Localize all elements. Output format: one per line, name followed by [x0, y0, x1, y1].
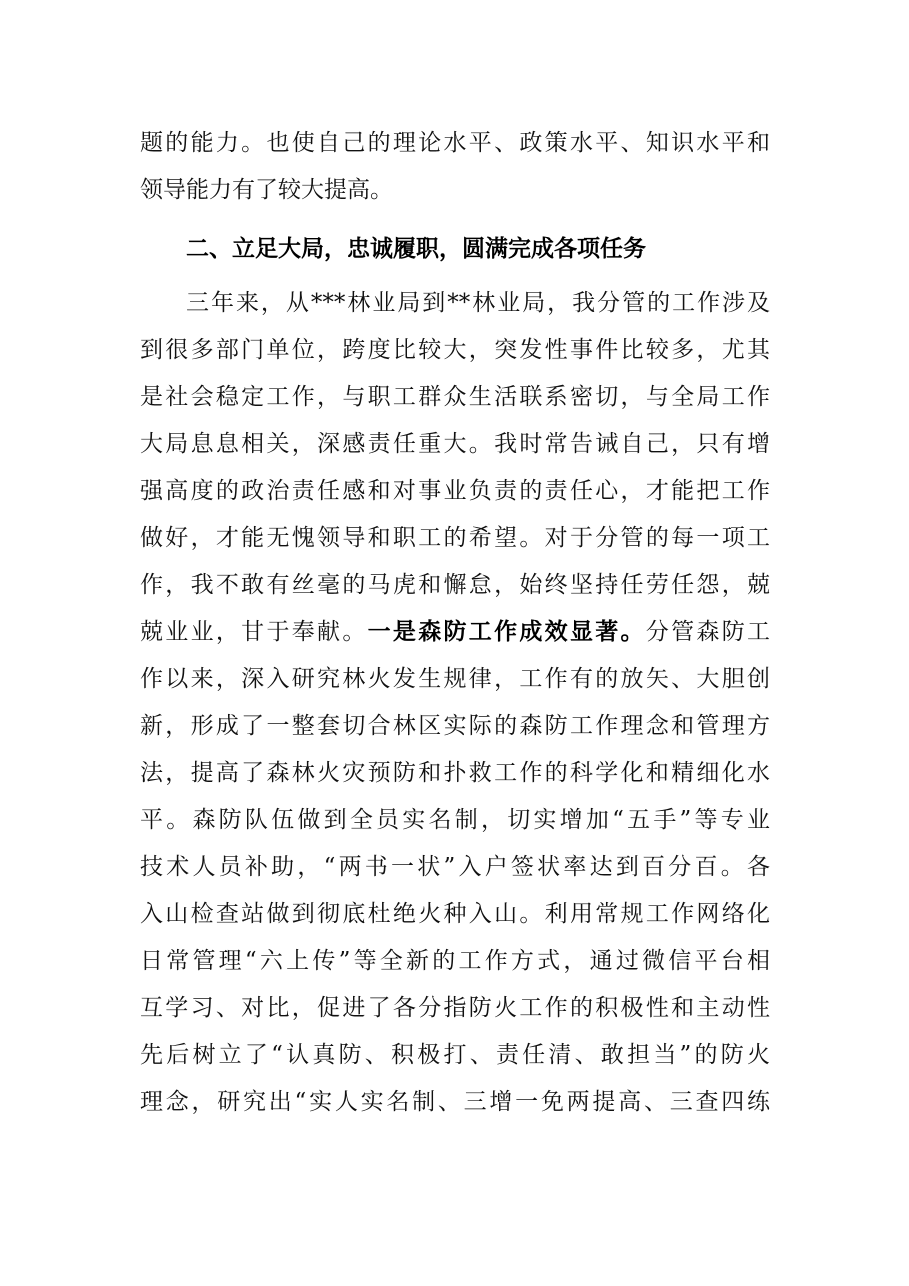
- paragraph-2-line-6: [0, 523, 909, 553]
- text-line: 日常管理“六上传”等全新的工作方式，通过微信平台相: [140, 948, 770, 974]
- text-line-mixed: [140, 617, 770, 647]
- text-line: 入山检查站做到彻底杜绝火种入山。利用常规工作网络化: [140, 901, 770, 927]
- paragraph-2-line-2: [0, 335, 909, 365]
- text-line: 理念，研究出“实人实名制、三增一免两提高、三查四练: [140, 1089, 770, 1115]
- paragraph-2-line-3: [0, 382, 909, 412]
- paragraph-2-line-16: [0, 993, 909, 1023]
- text-line: 新，形成了一整套切合林区实际的森防工作理念和管理方: [140, 713, 770, 739]
- text-line: 三年来，从***林业局到**林业局，我分管的工作涉及: [186, 290, 770, 316]
- text-line: 作，我不敢有丝毫的马虎和懈怠，始终坚持任劳任怨，兢: [140, 572, 770, 598]
- paragraph-2-line-4: [0, 429, 909, 459]
- paragraph-2-line-8: [0, 617, 909, 647]
- paragraph-2-line-18: [0, 1087, 909, 1117]
- paragraph-2-line-5: [0, 476, 909, 506]
- paragraph-2-line-10: [0, 711, 909, 741]
- paragraph-1-line-1: [0, 128, 909, 158]
- text-line: 先后树立了“认真防、积极打、责任清、敢担当”的防火: [140, 1042, 770, 1068]
- text-line: 互学习、对比，促进了各分指防火工作的积极性和主动性: [140, 995, 770, 1021]
- text-line: 技术人员补助，“两书一状”入户签状率达到百分百。各: [140, 854, 770, 880]
- paragraph-2-line-13: [0, 852, 909, 882]
- text-line: 法，提高了森林火灾预防和扑救工作的科学化和精细化水: [140, 760, 770, 786]
- paragraph-2-line-1: [0, 288, 909, 318]
- text-line: 强高度的政治责任感和对事业负责的责任心，才能把工作: [140, 478, 770, 504]
- text-line: 作以来，深入研究林火发生规律，工作有的放矢、大胆创: [140, 666, 770, 692]
- text-run: 分管森防工: [645, 619, 771, 645]
- text-line: 做好，才能无愧领导和职工的希望。对于分管的每一项工: [140, 525, 770, 551]
- text-line: 是社会稳定工作，与职工群众生活联系密切，与全局工作: [140, 384, 770, 410]
- paragraph-2-line-7: [0, 570, 909, 600]
- text-line: 到很多部门单位，跨度比较大，突发性事件比较多，尤其: [140, 337, 770, 363]
- paragraph-2-line-9: [0, 664, 909, 694]
- paragraph-2-line-12: [0, 805, 909, 835]
- text-line: 领导能力有了较大提高。: [140, 177, 393, 203]
- paragraph-2-line-17: [0, 1040, 909, 1070]
- text-line: 题的能力。也使自己的理论水平、政策水平、知识水平和: [140, 130, 770, 156]
- paragraph-2-line-15: [0, 946, 909, 976]
- text-run: 兢业业，甘于奉献。: [140, 619, 368, 645]
- paragraph-1-line-2: [0, 175, 909, 205]
- section-heading-2: 二、立足大局，忠诚履职，圆满完成各项任务: [186, 235, 646, 262]
- text-line: 平。森防队伍做到全员实名制，切实增加“五手”等专业: [140, 807, 770, 833]
- paragraph-2-line-14: [0, 899, 909, 929]
- paragraph-2-line-11: [0, 758, 909, 788]
- highlight-run: 一是森防工作成效显著。: [367, 618, 646, 645]
- text-line: 大局息息相关，深感责任重大。我时常告诫自己，只有增: [140, 431, 770, 457]
